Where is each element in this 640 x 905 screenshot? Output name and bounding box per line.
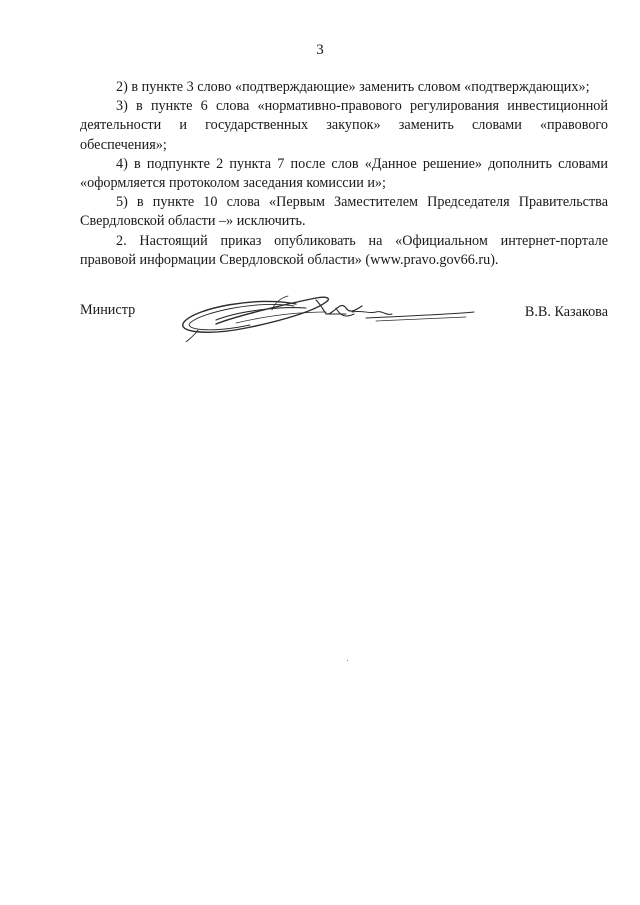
signature-block [80,298,608,348]
paragraph-publication: 2. Настоящий приказ опубликовать на «Официальном интернет-портале правовой информации Свердловской области» (www.pravo.gov66.ru). [80,232,608,268]
paragraph-item-5: 5) в пункте 10 слова «Первым Заместителем Председателя Правительства Свердловской области –» исключить. [80,194,608,230]
scan-speck [347,660,348,661]
paragraph-item-3: 3) в пункте 6 слова «нормативно-правового регулирования инвестиционной деятельности и государственных закупок» заменить словами «правового обеспечения»; [80,98,608,153]
signatory-role: Министр [80,302,136,318]
signatory-name: В.В. Казакова [524,304,608,320]
paragraph-item-4: 4) в подпункте 2 пункта 7 после слов «Данное решение» дополнить словами «оформляется протоколом заседания комиссии и»; [80,155,608,192]
handwritten-signature [176,290,476,342]
page-number: 3 [316,42,324,58]
document-body [80,78,608,270]
paragraph-item-2: 2) в пункте 3 слово «подтверждающие» заменить словом «подтверждающих»; [116,79,590,95]
